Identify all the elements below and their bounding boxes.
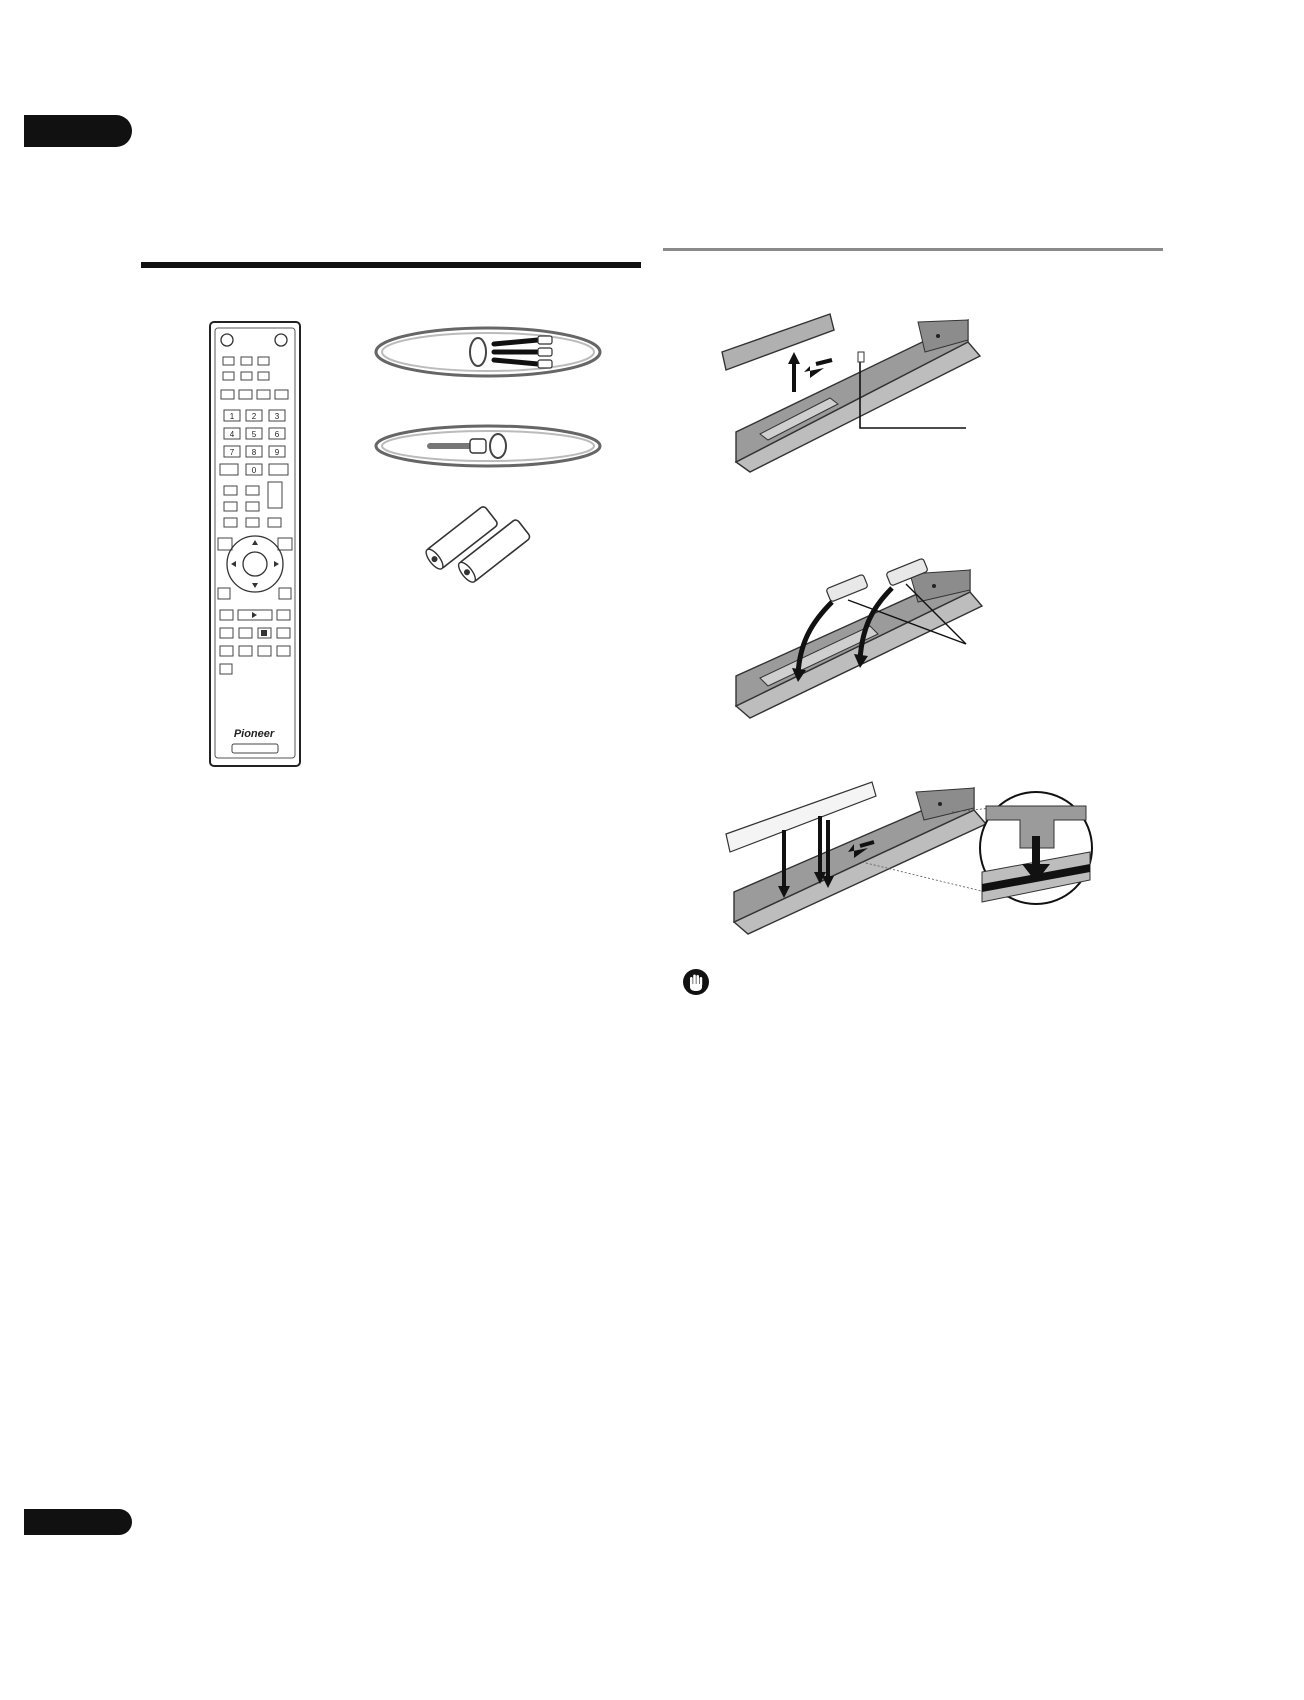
svg-text:1: 1 <box>229 412 235 421</box>
svg-text:6: 6 <box>274 430 280 439</box>
svg-text:9: 9 <box>274 448 280 457</box>
svg-text:5: 5 <box>251 430 257 439</box>
section-rule-batteries <box>663 248 1163 251</box>
battery-step3-illustration <box>720 780 1100 960</box>
magnified-detail <box>980 792 1092 904</box>
brand-logo: Pioneer <box>233 728 275 740</box>
battery-step1-illustration <box>720 312 990 482</box>
power-cord-illustration <box>370 420 610 474</box>
audio-video-cable-illustration <box>370 322 610 384</box>
battery-step2-illustration <box>720 562 990 732</box>
svg-text:0: 0 <box>251 466 257 475</box>
section-rule-accessories <box>141 262 641 268</box>
svg-text:4: 4 <box>229 430 235 439</box>
svg-text:8: 8 <box>251 448 257 457</box>
svg-text:3: 3 <box>274 412 280 421</box>
hand-stop-icon <box>682 968 710 996</box>
svg-text:7: 7 <box>229 448 235 457</box>
aa-batteries-illustration <box>420 498 540 588</box>
page-number-tab <box>24 1509 132 1535</box>
remote-control-illustration <box>208 320 304 770</box>
svg-text:2: 2 <box>251 412 257 421</box>
chapter-tab <box>24 115 132 147</box>
